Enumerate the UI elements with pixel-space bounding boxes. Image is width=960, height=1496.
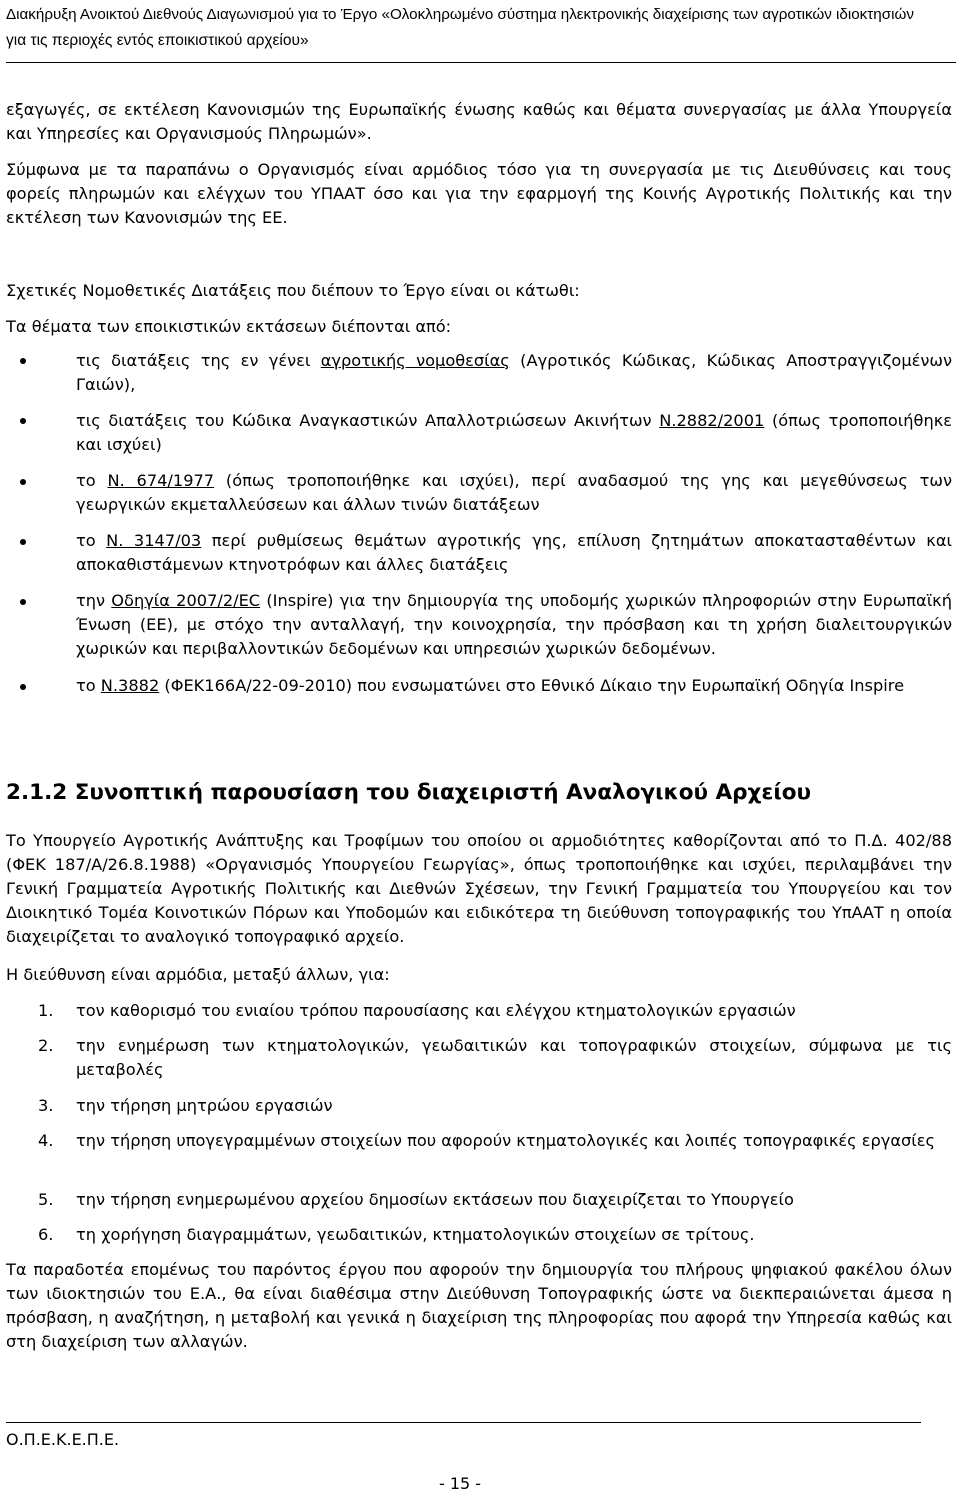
intro-paragraph-2: Σύμφωνα με τα παραπάνω ο Οργανισμός είναι αρμόδιος τόσο για τη συνεργασία με τις Διευθύνσεις και τους φορείς πληρωμών και ελέγχων του ΥΠΑΑΤ όσο και για την εφαρμογή της Κοινής Αγροτικής Πολιτικής και την εκτέλεση των Κανονισμών της ΕΕ.	[6, 160, 952, 227]
legal-link-law-2882[interactable]: Ν.2882/2001	[659, 411, 765, 430]
list-item: την τήρηση ενημερωμένου αρχείου δημοσίων εκτάσεων που διαχειρίζεται το Υπουργείο	[76, 1190, 794, 1209]
list-item: τη χορήγηση διαγραμμάτων, γεωδαιτικών, κτηματολογικών στοιχείων σε τρίτους.	[76, 1225, 755, 1244]
intro-paragraph-1: εξαγωγές, σε εκτέλεση Κανονισμών της Ευρωπαϊκής ένωσης καθώς και θέματα συνεργασίας με άλλα Υπουργεία και Υπηρεσίες και Οργανισμούς Πληρωμών».	[6, 100, 952, 143]
bullet-icon	[20, 358, 26, 364]
legal-bullet-4: το Ν. 3147/03 περί ρυθμίσεως θεμάτων αγροτικής γης, επίλυση ζητημάτων αποκατασταθέντων και αποκαθιστάμενων κτηνοτρόφων και άλλες διατάξεις	[76, 531, 952, 574]
legal-subheading: Τα θέματα των εποικιστικών εκτάσεων διέπονται από:	[6, 317, 452, 336]
list-number: 1.	[38, 1001, 54, 1020]
legal-link-directive-inspire[interactable]: Οδηγία 2007/2/ΕC	[111, 591, 261, 610]
section-heading: 2.1.2 Συνοπτική παρουσίαση του διαχειριστή Αναλογικού Αρχείου	[6, 780, 812, 805]
legal-link-law-3882[interactable]: Ν.3882	[100, 676, 160, 695]
legal-bullet-5: την Οδηγία 2007/2/ΕC (Inspire) για την δημιουργία της υποδομής χωρικών πληροφοριών στην Ευρωπαϊκή Ένωση (ΕΕ), με στόχο την ανταλλαγή, την κοινοχρησία, την πρόσβαση και τη χρήση διαλειτουργικών χωρικών και περιβαλλοντικών δεδομένων και υπηρεσιών χωρικών δεδομένων.	[76, 591, 952, 658]
section-paragraph-3: Τα παραδοτέα επομένως του παρόντος έργου που αφορούν την δημιουργία του πλήρους ψηφιακού φακέλου όλων των ιδιοκτησιών του Ε.Α., θα είναι διαθέσιμα στην Διεύθυνση Τοπογραφικής ώστε να διεκπεραιώνεται άμεσα η πρόσβαση, η αναζήτηση, η μεταβολή και γενικά η διαχείριση της πληροφορίας που αφορά την Υπηρεσία καθώς και στη διαχείριση των αλλαγών.	[6, 1260, 952, 1351]
legal-link-law-3147[interactable]: Ν. 3147/03	[106, 531, 202, 550]
footer-divider	[6, 1422, 921, 1423]
header-line-1: Διακήρυξη Ανοικτού Διεθνούς Διαγωνισμού για το Έργο «Ολοκληρωμένο σύστημα ηλεκτρονικής διαχείρισης των αγροτικών ιδιοκτησιών	[6, 6, 914, 23]
list-item: την τήρηση υπογεγραμμένων στοιχείων που αφορούν κτηματολογικές και λοιπές τοπογραφικές εργασίες	[76, 1131, 936, 1150]
legal-bullet-3: το Ν. 674/1977 (όπως τροποποιήθηκε και ισχύει), περί αναδασμού της γης και μεγεθύνσεως των γεωργικών εκμεταλλεύσεων και άλλων τινών διατάξεων	[76, 471, 952, 514]
legal-link-law-674[interactable]: Ν. 674/1977	[107, 471, 215, 490]
bullet-icon	[20, 539, 26, 545]
bullet-icon	[20, 479, 26, 485]
legal-bullet-2: τις διατάξεις του Κώδικα Αναγκαστικών Απαλλοτριώσεων Ακινήτων Ν.2882/2001 (όπως τροποποιήθηκε και ισχύει)	[76, 411, 953, 454]
section-paragraph-1: Το Υπουργείο Αγροτικής Ανάπτυξης και Τροφίμων του οποίου οι αρμοδιότητες καθορίζονται από το Π.Δ. 402/88 (ΦΕΚ 187/Α/26.8.1988) «Οργανισμός Υπουργείου Γεωργίας», όπως τροποποιήθηκε και ισχύει, περιλαμβάνει την Γενική Γραμματεία Αγροτικής Πολιτικής και Διεθνών Σχέσεων, την Γενική Γραμματεία του Υπουργείου και τον Διοικητικό Τομέα Κοινοτικών Πόρων και Υποδομών και ειδικότερα τη διεύθυνση τοπογραφικής του ΥπΑΑΤ η οποία διαχειρίζεται το αναλογικό τοπογραφικό αρχείο.	[6, 831, 952, 946]
list-item: τον καθορισμό του ενιαίου τρόπου παρουσίασης και ελέγχου κτηματολογικών εργασιών	[76, 1001, 796, 1020]
list-number: 4.	[38, 1131, 54, 1150]
list-number: 5.	[38, 1190, 54, 1209]
header-line-2: για τις περιοχές εντός εποικιστικού αρχείου»	[6, 32, 309, 49]
page-number: - 15 -	[438, 1474, 482, 1493]
bullet-icon	[20, 599, 26, 605]
bullet-icon	[20, 418, 26, 424]
bullet-icon	[20, 684, 26, 690]
list-item: την ενημέρωση των κτηματολογικών, γεωδαιτικών και τοπογραφικών στοιχείων, σύμφωνα με τις μεταβολές	[76, 1036, 952, 1079]
list-number: 3.	[38, 1096, 54, 1115]
legal-heading: Σχετικές Νομοθετικές Διατάξεις που διέπουν το Έργο είναι οι κάτωθι:	[6, 281, 580, 300]
section-paragraph-2: Η διεύθυνση είναι αρμόδια, μεταξύ άλλων, για:	[6, 965, 390, 984]
legal-bullet-6: το Ν.3882 (ΦΕΚ166Α/22-09-2010) που ενσωματώνει στο Εθνικό Δίκαιο την Ευρωπαϊκή Οδηγία Inspire	[76, 676, 905, 695]
list-number: 6.	[38, 1225, 54, 1244]
legal-link-agricultural-law[interactable]: αγροτικής νομοθεσίας	[320, 351, 510, 370]
legal-bullet-1: τις διατάξεις της εν γένει αγροτικής νομοθεσίας (Αγροτικός Κώδικας, Κώδικας Αποστραγγιζομένων Γαιών),	[76, 351, 953, 394]
footer-organization: Ο.Π.Ε.Κ.Ε.Π.Ε.	[6, 1430, 120, 1449]
header-divider	[6, 62, 956, 63]
page-header	[6, 2, 956, 54]
list-number: 2.	[38, 1036, 54, 1055]
list-item: την τήρηση μητρώου εργασιών	[76, 1096, 333, 1115]
